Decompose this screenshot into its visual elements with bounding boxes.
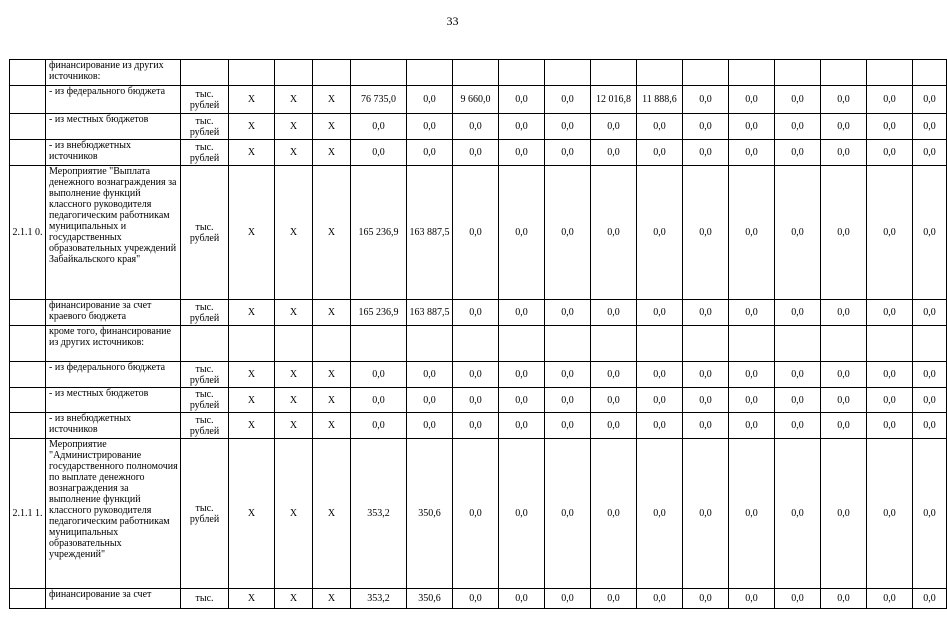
row-value-cell: 0,0	[591, 439, 637, 589]
row-value-cell: 0,0	[729, 166, 775, 300]
row-unit: тыс. рублей	[181, 86, 229, 114]
row-unit: тыс. рублей	[181, 300, 229, 326]
row-value-cell: 0,0	[729, 114, 775, 140]
budget-table	[9, 59, 947, 609]
row-value-cell	[637, 60, 683, 86]
row-value-cell: 0,0	[683, 114, 729, 140]
row-value-cell	[729, 326, 775, 362]
row-value-cell: 0,0	[775, 86, 821, 114]
row-value-cell: 0,0	[913, 86, 947, 114]
row-value-cell: 0,0	[407, 362, 453, 388]
row-value-cell: 0,0	[867, 589, 913, 609]
row-value-cell: 0,0	[821, 413, 867, 439]
row-name: финансирование за счет	[46, 589, 181, 609]
page-number: 33	[446, 14, 459, 28]
row-code: 2.1.1 1.	[10, 439, 46, 589]
table-row	[10, 589, 947, 609]
row-value-cell: X	[229, 589, 275, 609]
row-value-cell: 0,0	[545, 86, 591, 114]
row-value-cell: 0,0	[351, 140, 407, 166]
row-value-cell	[351, 60, 407, 86]
row-value-cell: 353,2	[351, 439, 407, 589]
row-value-cell: X	[275, 86, 313, 114]
row-value-cell	[591, 60, 637, 86]
row-value-cell: 0,0	[867, 413, 913, 439]
row-value-cell: 0,0	[545, 362, 591, 388]
row-value-cell: 0,0	[545, 413, 591, 439]
row-name: - из внебюджетных источников	[46, 413, 181, 439]
row-value-cell: 0,0	[591, 388, 637, 413]
row-name: кроме того, финансирование из других источников:	[46, 326, 181, 362]
row-value-cell: 0,0	[913, 300, 947, 326]
row-value-cell: 0,0	[453, 114, 499, 140]
row-value-cell: X	[313, 388, 351, 413]
row-value-cell: 0,0	[867, 166, 913, 300]
row-code	[10, 60, 46, 86]
row-value-cell: 76 735,0	[351, 86, 407, 114]
table-row	[10, 140, 947, 166]
row-value-cell	[867, 60, 913, 86]
row-value-cell: 0,0	[913, 589, 947, 609]
row-value-cell: 0,0	[775, 413, 821, 439]
row-value-cell: 0,0	[775, 300, 821, 326]
row-value-cell: 0,0	[913, 388, 947, 413]
row-value-cell: 0,0	[499, 439, 545, 589]
row-value-cell: 0,0	[913, 413, 947, 439]
row-value-cell: 0,0	[867, 140, 913, 166]
row-value-cell: 0,0	[683, 166, 729, 300]
row-name: - из местных бюджетов	[46, 388, 181, 413]
row-value-cell: 0,0	[821, 300, 867, 326]
row-unit: тыс. рублей	[181, 388, 229, 413]
row-value-cell: 0,0	[821, 439, 867, 589]
row-value-cell: 0,0	[453, 140, 499, 166]
row-value-cell: 0,0	[683, 140, 729, 166]
table-row	[10, 326, 947, 362]
table-row	[10, 86, 947, 114]
row-value-cell: 0,0	[545, 300, 591, 326]
row-value-cell: 0,0	[407, 140, 453, 166]
row-unit: тыс. рублей	[181, 413, 229, 439]
row-name: Мероприятие "Администрирование государственного полномочия по выплате денежного вознаграждения за выполнение функций классного руководителя педагогическим работникам муниципальных образовательных учреждений"	[46, 439, 181, 589]
row-value-cell: X	[229, 140, 275, 166]
row-value-cell	[275, 60, 313, 86]
row-value-cell: X	[313, 140, 351, 166]
row-value-cell: X	[313, 439, 351, 589]
row-code	[10, 589, 46, 609]
row-value-cell: 0,0	[591, 589, 637, 609]
row-name: - из внебюджетных источников	[46, 140, 181, 166]
row-value-cell: 0,0	[499, 140, 545, 166]
row-value-cell: 0,0	[407, 388, 453, 413]
row-value-cell: 0,0	[683, 300, 729, 326]
row-value-cell	[453, 326, 499, 362]
row-value-cell: 0,0	[867, 388, 913, 413]
row-value-cell: X	[313, 413, 351, 439]
row-value-cell: 0,0	[591, 300, 637, 326]
row-value-cell: 0,0	[591, 114, 637, 140]
row-value-cell: 163 887,5	[407, 166, 453, 300]
row-code	[10, 388, 46, 413]
table-row	[10, 388, 947, 413]
row-value-cell: 0,0	[683, 86, 729, 114]
row-value-cell: X	[313, 300, 351, 326]
row-value-cell: 0,0	[453, 300, 499, 326]
row-unit: тыс. рублей	[181, 362, 229, 388]
row-value-cell	[821, 326, 867, 362]
row-value-cell: 0,0	[453, 166, 499, 300]
row-value-cell	[499, 60, 545, 86]
row-value-cell: X	[275, 388, 313, 413]
row-value-cell: 0,0	[637, 388, 683, 413]
row-value-cell	[545, 60, 591, 86]
row-code	[10, 140, 46, 166]
row-value-cell: 0,0	[407, 86, 453, 114]
row-value-cell: X	[229, 439, 275, 589]
row-value-cell: 0,0	[351, 362, 407, 388]
row-value-cell	[683, 60, 729, 86]
row-code	[10, 86, 46, 114]
row-value-cell: 0,0	[407, 413, 453, 439]
row-name: финансирование за счет краевого бюджета	[46, 300, 181, 326]
row-value-cell: X	[275, 439, 313, 589]
row-value-cell: X	[229, 413, 275, 439]
row-name: финансирование из других источников:	[46, 60, 181, 86]
row-value-cell: 0,0	[453, 362, 499, 388]
row-value-cell: X	[229, 166, 275, 300]
row-value-cell: 0,0	[637, 300, 683, 326]
row-value-cell: 165 236,9	[351, 300, 407, 326]
row-unit	[181, 326, 229, 362]
row-value-cell: X	[229, 300, 275, 326]
row-value-cell: 0,0	[637, 439, 683, 589]
row-value-cell: 0,0	[913, 166, 947, 300]
row-value-cell	[637, 326, 683, 362]
row-value-cell: 0,0	[683, 589, 729, 609]
row-value-cell: 0,0	[775, 439, 821, 589]
row-value-cell: 0,0	[867, 300, 913, 326]
row-code: 2.1.1 0.	[10, 166, 46, 300]
row-value-cell: 350,6	[407, 589, 453, 609]
row-value-cell: 0,0	[683, 362, 729, 388]
row-value-cell: X	[313, 86, 351, 114]
row-value-cell	[313, 60, 351, 86]
row-value-cell: 0,0	[351, 388, 407, 413]
row-value-cell: X	[275, 362, 313, 388]
row-value-cell	[775, 326, 821, 362]
row-value-cell: 0,0	[499, 300, 545, 326]
row-value-cell: 0,0	[729, 413, 775, 439]
row-value-cell: 0,0	[591, 362, 637, 388]
row-value-cell: 0,0	[775, 362, 821, 388]
row-name: - из федерального бюджета	[46, 86, 181, 114]
row-name: - из местных бюджетов	[46, 114, 181, 140]
row-value-cell: 350,6	[407, 439, 453, 589]
row-value-cell: X	[229, 362, 275, 388]
row-code	[10, 326, 46, 362]
row-value-cell: 0,0	[637, 166, 683, 300]
row-value-cell: 0,0	[453, 413, 499, 439]
row-value-cell: 0,0	[545, 114, 591, 140]
row-value-cell: 0,0	[683, 439, 729, 589]
row-value-cell: 0,0	[913, 362, 947, 388]
row-value-cell: 0,0	[821, 362, 867, 388]
row-value-cell: 0,0	[545, 439, 591, 589]
row-value-cell: X	[229, 388, 275, 413]
row-value-cell: 0,0	[729, 86, 775, 114]
row-value-cell: 0,0	[821, 589, 867, 609]
table-row	[10, 439, 947, 589]
row-value-cell: 0,0	[453, 439, 499, 589]
row-value-cell: 0,0	[637, 114, 683, 140]
row-code	[10, 300, 46, 326]
row-value-cell: 0,0	[867, 362, 913, 388]
row-value-cell: 0,0	[913, 140, 947, 166]
row-value-cell: X	[275, 140, 313, 166]
row-value-cell: 0,0	[913, 114, 947, 140]
row-value-cell: X	[313, 362, 351, 388]
row-value-cell: 0,0	[729, 439, 775, 589]
row-value-cell: 0,0	[637, 140, 683, 166]
table-row	[10, 166, 947, 300]
row-value-cell: 0,0	[591, 166, 637, 300]
row-value-cell: 0,0	[499, 589, 545, 609]
row-value-cell: 0,0	[775, 166, 821, 300]
row-value-cell: 0,0	[683, 413, 729, 439]
row-value-cell: 353,2	[351, 589, 407, 609]
row-value-cell: 0,0	[637, 362, 683, 388]
row-value-cell: 9 660,0	[453, 86, 499, 114]
row-value-cell: 0,0	[545, 388, 591, 413]
row-value-cell: 0,0	[499, 86, 545, 114]
row-value-cell	[499, 326, 545, 362]
row-code	[10, 362, 46, 388]
row-value-cell: 0,0	[729, 388, 775, 413]
row-value-cell: 163 887,5	[407, 300, 453, 326]
row-value-cell: 0,0	[729, 589, 775, 609]
row-value-cell	[313, 326, 351, 362]
row-name: - из федерального бюджета	[46, 362, 181, 388]
row-value-cell: 12 016,8	[591, 86, 637, 114]
row-value-cell: 0,0	[729, 362, 775, 388]
row-value-cell: X	[275, 413, 313, 439]
row-value-cell: 0,0	[821, 114, 867, 140]
row-value-cell	[913, 60, 947, 86]
row-value-cell: 0,0	[499, 114, 545, 140]
table-row	[10, 114, 947, 140]
row-unit: тыс.	[181, 589, 229, 609]
row-value-cell: 0,0	[775, 140, 821, 166]
row-value-cell: 0,0	[499, 166, 545, 300]
table-row	[10, 60, 947, 86]
row-value-cell	[407, 326, 453, 362]
row-value-cell	[729, 60, 775, 86]
row-value-cell: 0,0	[545, 166, 591, 300]
row-value-cell	[867, 326, 913, 362]
row-value-cell	[229, 326, 275, 362]
row-code	[10, 114, 46, 140]
row-value-cell: X	[275, 114, 313, 140]
row-value-cell	[229, 60, 275, 86]
row-name: Мероприятие "Выплата денежного вознаграждения за выполнение функций классного руководителя педагогическим работникам муниципальных и государственных образовательных учреждений Забайкальского края"	[46, 166, 181, 300]
row-value-cell	[591, 326, 637, 362]
row-value-cell	[821, 60, 867, 86]
row-value-cell: 0,0	[637, 589, 683, 609]
row-value-cell: 0,0	[545, 140, 591, 166]
row-value-cell: X	[275, 589, 313, 609]
table-row	[10, 413, 947, 439]
row-value-cell: 0,0	[867, 439, 913, 589]
row-value-cell	[407, 60, 453, 86]
row-value-cell: 0,0	[821, 388, 867, 413]
row-value-cell: X	[313, 166, 351, 300]
table-row	[10, 362, 947, 388]
row-value-cell: X	[229, 86, 275, 114]
row-value-cell	[545, 326, 591, 362]
row-value-cell: 0,0	[453, 388, 499, 413]
row-value-cell: 0,0	[545, 589, 591, 609]
row-value-cell: 0,0	[867, 86, 913, 114]
row-value-cell: 165 236,9	[351, 166, 407, 300]
row-value-cell	[775, 60, 821, 86]
row-value-cell	[275, 326, 313, 362]
row-value-cell	[453, 60, 499, 86]
row-value-cell: X	[229, 114, 275, 140]
row-value-cell: 0,0	[775, 388, 821, 413]
row-value-cell: 0,0	[913, 439, 947, 589]
row-unit: тыс. рублей	[181, 439, 229, 589]
row-value-cell: 0,0	[591, 140, 637, 166]
row-value-cell: X	[313, 589, 351, 609]
row-value-cell: 0,0	[351, 114, 407, 140]
row-value-cell: 0,0	[821, 86, 867, 114]
row-value-cell: 0,0	[729, 140, 775, 166]
table-row	[10, 300, 947, 326]
row-value-cell: X	[313, 114, 351, 140]
row-value-cell: X	[275, 166, 313, 300]
row-value-cell: 0,0	[407, 114, 453, 140]
row-value-cell: 0,0	[499, 388, 545, 413]
row-value-cell	[351, 326, 407, 362]
row-value-cell: 0,0	[499, 362, 545, 388]
row-unit: тыс. рублей	[181, 140, 229, 166]
row-value-cell: 0,0	[821, 140, 867, 166]
row-value-cell: 0,0	[821, 166, 867, 300]
row-unit: тыс. рублей	[181, 166, 229, 300]
row-value-cell: 0,0	[867, 114, 913, 140]
row-code	[10, 413, 46, 439]
row-value-cell	[683, 326, 729, 362]
row-value-cell: 0,0	[775, 589, 821, 609]
row-value-cell: 0,0	[637, 413, 683, 439]
row-value-cell	[913, 326, 947, 362]
row-unit: тыс. рублей	[181, 114, 229, 140]
row-unit	[181, 60, 229, 86]
row-value-cell: 0,0	[729, 300, 775, 326]
row-value-cell: 0,0	[683, 388, 729, 413]
row-value-cell: X	[275, 300, 313, 326]
row-value-cell: 0,0	[351, 413, 407, 439]
row-value-cell: 0,0	[775, 114, 821, 140]
row-value-cell: 11 888,6	[637, 86, 683, 114]
row-value-cell: 0,0	[499, 413, 545, 439]
row-value-cell: 0,0	[453, 589, 499, 609]
row-value-cell: 0,0	[591, 413, 637, 439]
